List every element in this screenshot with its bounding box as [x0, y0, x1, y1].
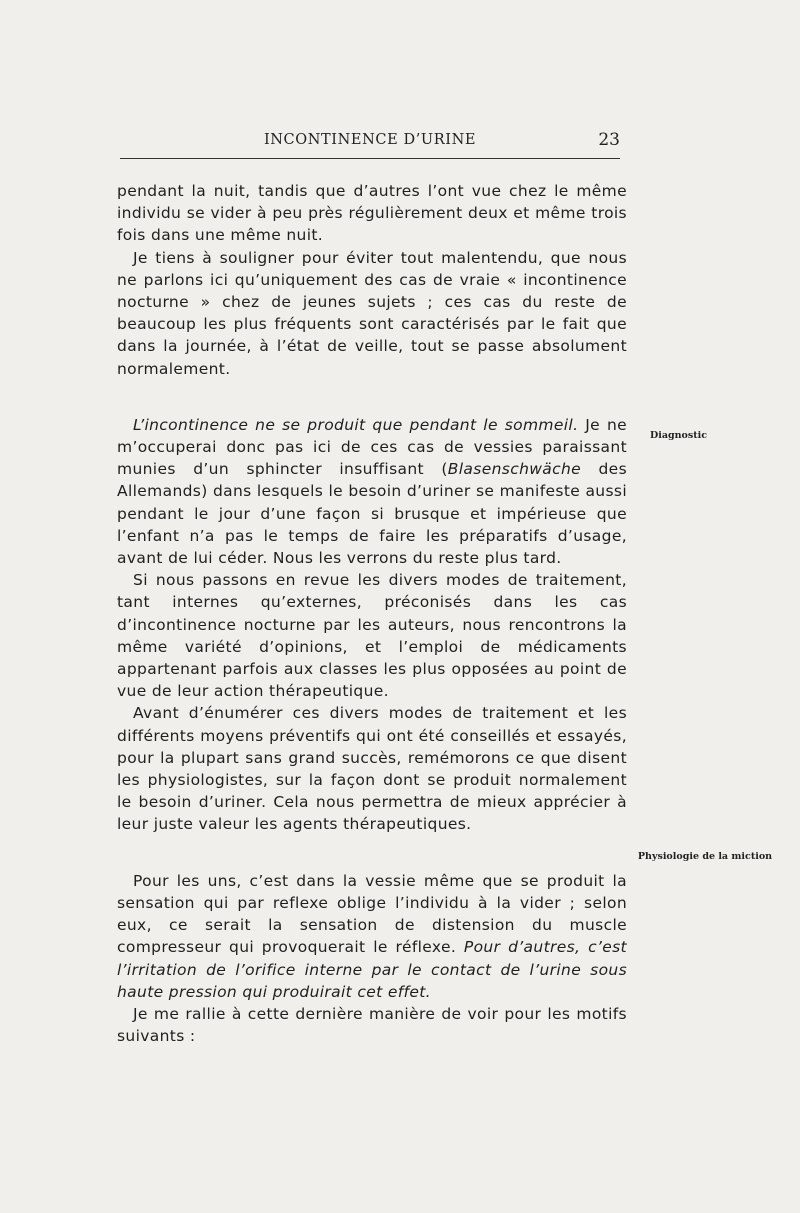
body-text: [117, 180, 627, 1047]
margin-note-diagnostic: Diagnostic: [650, 430, 708, 441]
paragraph-6: [117, 870, 627, 1003]
paragraph-2: Je tiens à souligner pour éviter tout malentendu, que nous ne parlons ici qu’uniquement des cas de vraie « incontinence nocturne » chez de jeunes sujets ; ces cas du reste de beaucoup les plus fréquents sont caractérisés par le fait que dans la journée, à l’état de veille, tout se passe absolument normalement.: [117, 248, 627, 378]
page-number: 23: [598, 130, 620, 150]
paragraph-1: pendant la nuit, tandis que d’autres l’ont vue chez le même individu se vider à peu près régulièrement deux et même trois fois dans une même nuit.: [117, 182, 627, 245]
running-title: INCONTINENCE D’URINE: [263, 132, 477, 148]
paragraph-6-italic: Pour d’autres, c’est l’irritation de l’orifice interne par le contact de l’urine sous haute pression qui produirait cet effet.: [117, 938, 627, 1001]
paragraph-7: Je me rallie à cette dernière manière de voir pour les motifs suivants :: [117, 1004, 627, 1046]
paragraph-5: Avant d’énumérer ces divers modes de traitement et les différents moyens préventifs qui ont été conseillés et essayés, pour la plupart sans grand succès, remémorons ce que disent les physiologistes, sur la façon dont se produit normalement le besoin d’uriner. Cela nous permettra de mieux apprécier à leur juste valeur les agents thérapeutiques.: [117, 704, 627, 834]
paragraph-3-text-b: des Allemands) dans lesquels le besoin d’uriner se manifeste aussi pendant le jour d’une façon si brusque et impérieuse que l’enfant n’a pas le temps de faire les préparatifs d’usage, avant de lui céder. Nous les verrons du reste plus tard.: [117, 460, 627, 568]
paragraph-3-italic-term: Blasenschwäche: [447, 460, 582, 479]
paragraph-6-text: Pour les uns, c’est dans la vessie même que se produit la sensation qui par reflexe oblige l’individu à la vider ; selon eux, ce serait la sensation de distension du muscle compresseur qui provoquerait le réflexe.: [117, 871, 627, 957]
margin-note-physiologie: Physiologie de la miction: [637, 851, 773, 862]
paragraph-4: Si nous passons en revue les divers modes de traitement, tant internes qu’externes, préconisés dans les cas d’incontinence nocturne par les auteurs, nous rencontrons la même variété d’opinions, et l’emploi de médicaments appartenant parfois aux classes les plus opposées au point de vue de leur action thérapeutique.: [117, 571, 627, 701]
paragraph-3: [117, 414, 627, 569]
page-header: [120, 132, 620, 158]
header-rule: [120, 158, 620, 159]
paragraph-3-text-a: Je ne m’occuperai donc pas ici de ces cas de vessies paraissant munies d’un sphincter insuffisant (: [117, 415, 628, 479]
paragraph-3-italic: L’incontinence ne se produit que pendant le sommeil.: [133, 415, 579, 434]
